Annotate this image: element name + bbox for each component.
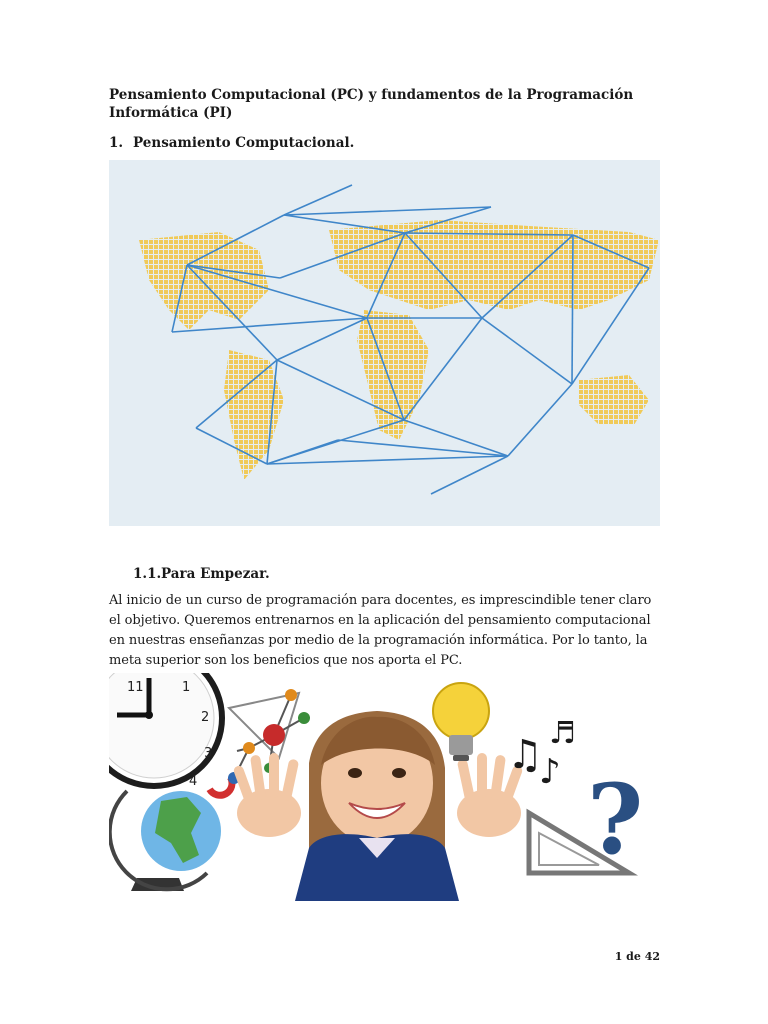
subsection-title: Para Empezar. [161,566,270,582]
page-indicator: 1 de 42 [614,950,660,963]
svg-text:11: 11 [127,680,144,695]
svg-text:2: 2 [201,710,210,725]
svg-text:?: ? [587,763,644,876]
subsection-number: 1.1. [133,566,162,582]
section-heading [109,135,354,151]
subsection-heading [133,566,270,582]
svg-text:♪: ♪ [539,752,561,792]
child-illustration-figure [109,673,660,901]
svg-text:4: 4 [189,774,198,789]
svg-text:♫: ♫ [507,732,543,778]
section-number: 1. [109,135,124,151]
svg-text:1: 1 [182,680,191,695]
svg-text:♬: ♬ [549,716,576,751]
document-title: Pensamiento Computacional (PC) y fundamentos de la Programación Informática (PI) [109,87,634,121]
intro-paragraph: Al inicio de un curso de programación para docentes, es imprescindible tener claro el objetivo. Queremos entrenarnos en la aplicación del pensamiento computacional en nuestras enseñanzas por medio de la programación informática. Por lo tanto, la meta superior son los beneficios que nos aporta el PC. [109,593,652,668]
svg-text:3: 3 [204,746,213,761]
concept-network-figure [109,160,660,526]
network-edge [572,235,573,384]
question-mark-icon [587,763,643,876]
section-title: Pensamiento Computacional. [133,135,355,151]
